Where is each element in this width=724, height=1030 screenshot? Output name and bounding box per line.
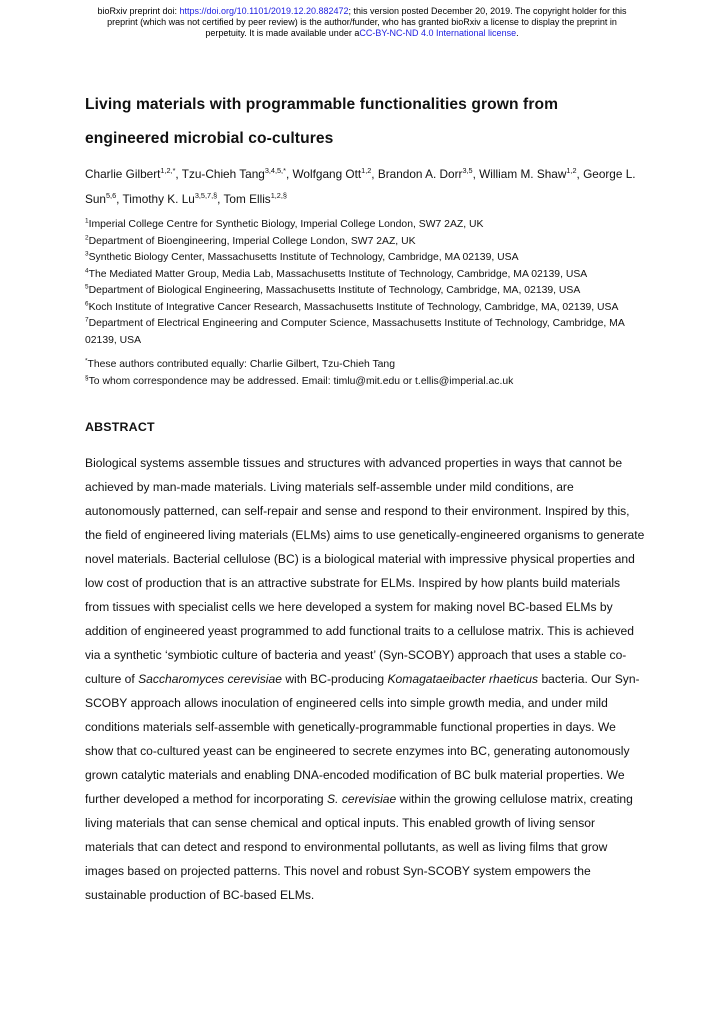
author-superscript: 1,2 xyxy=(566,166,577,176)
affiliation-list xyxy=(85,217,642,349)
text-segment: S. cerevisiae xyxy=(327,792,397,806)
page-title: Living materials with programmable functionalities grown from engineered microbial co-cultures xyxy=(85,96,559,147)
affiliation-superscript: 2 xyxy=(85,234,89,242)
affiliation-item: $^1$Imperial College Centre for Synthetic Biology, Imperial College London, SW7 2AZ, UK xyxy=(85,217,484,230)
text-segment: Komagataeibacter rhaeticus xyxy=(387,672,539,686)
affiliation-superscript: 4 xyxy=(85,267,89,275)
affiliation-superscript: 7 xyxy=(85,316,89,324)
author-superscript: 1,2 xyxy=(361,166,372,176)
author-name: Brandon A. Dorr xyxy=(377,167,463,181)
article-content xyxy=(85,88,645,907)
author-superscript: 3,5,7,§ xyxy=(194,191,218,201)
text-segment: with BC-producing xyxy=(281,672,388,686)
text-segment: perpetuity. It is made available under a xyxy=(205,28,360,38)
author-note: §To whom correspondence may be addressed. Email: timlu@mit.edu or t.ellis@imperial.ac.uk xyxy=(85,374,514,387)
text-segment: bioRxiv preprint doi: xyxy=(97,6,180,16)
document-page xyxy=(0,6,724,1030)
affiliation-item: $^7$Department of Electrical Engineering and Computer Science, Massachusetts Institute of Technology, Cambridge, MA 02139, USA xyxy=(85,316,625,346)
text-segment: Biological systems assemble tissues and structures with advanced properties in ways that cannot be achieved by man-made materials. Living materials self-assemble under mild conditions, are autonomously patterned, can self-repair and sense and respond to their environment. Inspired by this, the field of engineered living materials (ELMs) aims to use genetically-engineered organisms to generate novel materials. Bacterial cellulose (BC) is a biological material with impressive physical properties and low cost of production that is an attractive substrate for ELMs. Inspired by how plants build materials from tissues with specialist cells we here developed a system for making novel BC-based ELMs by addition of engineered yeast programmed to add functional traits to a cellulose matrix. This is achieved via a synthetic ‘symbiotic culture of bacteria and yeast’ (Syn-SCOBY) approach that uses a stable co-culture of xyxy=(85,456,645,686)
note-symbol: § xyxy=(85,374,89,382)
author-name: William M. Shaw xyxy=(479,167,567,181)
text-segment: bacteria. Our Syn-SCOBY approach allows inoculation of engineered cells into simple growth media, and under mild conditions materials self-assemble with genetically-programmable functional properties in days. We show that co-cultured yeast can be engineered to secrete enzymes into BC, generating autonomously grown catalytic materials and enabling DNA-encoded modification of BC bulk material properties. We further developed a method for incorporating xyxy=(85,672,640,806)
affiliation-superscript: 6 xyxy=(85,300,89,308)
author-name: Tzu-Chieh Tang xyxy=(181,167,265,181)
disclaimer-line xyxy=(17,28,707,39)
author-name: Timothy K. Lu xyxy=(122,192,195,206)
affiliation-item: $^5$Department of Biological Engineering, Massachusetts Institute of Technology, Cambridge, MA, 02139, USA xyxy=(85,283,581,296)
text-segment: preprint (which was not certified by peer review) is the author/funder, who has granted bioRxiv a license to display the preprint in xyxy=(107,17,617,27)
abstract-heading: ABSTRACT xyxy=(85,420,155,434)
author-superscript: 1,2,§ xyxy=(270,191,287,201)
doi-link[interactable]: https://doi.org/10.1101/2019.12.20.882472 xyxy=(179,6,349,16)
author-name: George L. Sun xyxy=(85,167,636,206)
author-superscript: 3,5 xyxy=(462,166,473,176)
author-notes xyxy=(85,357,642,390)
text-segment: ; this version posted December 20, 2019. The copyright holder for this xyxy=(348,6,627,16)
abstract-text xyxy=(85,451,645,907)
disclaimer-line xyxy=(17,17,707,28)
biorxiv-disclaimer xyxy=(17,6,707,39)
affiliation-item: $^2$Department of Bioengineering, Imperial College London, SW7 2AZ, UK xyxy=(85,234,416,247)
author-name: Charlie Gilbert xyxy=(85,167,161,181)
author-superscript: 5,6 xyxy=(106,191,117,201)
license-link[interactable]: CC-BY-NC-ND 4.0 International license xyxy=(359,28,517,38)
author-name: Tom Ellis xyxy=(223,192,271,206)
affiliation-item: $^6$Koch Institute of Integrative Cancer Research, Massachusetts Institute of Technology, Cambridge, MA, 02139, USA xyxy=(85,300,619,313)
text-segment: within the growing cellulose matrix, creating living materials that can sense chemical and optical inputs. This enabled growth of living sensor materials that can detect and respond to environmental pollutants, as well as living films that grow images based on projected patterns. This novel and robust Syn-SCOBY system empowers the sustainable production of BC-based ELMs. xyxy=(85,792,633,902)
affiliation-item: $^3$Synthetic Biology Center, Massachusetts Institute of Technology, Cambridge, MA 02139, USA xyxy=(85,250,519,263)
text-segment: Saccharomyces cerevisiae xyxy=(138,672,282,686)
author-name: Wolfgang Ott xyxy=(292,167,362,181)
disclaimer-line xyxy=(17,6,707,17)
affiliation-superscript: 5 xyxy=(85,283,89,291)
text-segment: . xyxy=(516,28,519,38)
author-note: *These authors contributed equally: Charlie Gilbert, Tzu-Chieh Tang xyxy=(85,357,395,370)
affiliation-superscript: 3 xyxy=(85,250,89,258)
note-symbol: * xyxy=(85,357,88,365)
affiliation-item: $^4$The Mediated Matter Group, Media Lab, Massachusetts Institute of Technology, Cambridge, MA 02139, USA xyxy=(85,267,588,280)
author-superscript: 3,4,5,* xyxy=(264,166,286,176)
author-list: Charlie Gilbert$^{1,2,*}$, Tzu-Chieh Tang$^{3,4,5,*}$, Wolfgang Ott$^{1,2}$, Brandon A. Dorr$^{3,5}$, William M. Shaw$^{1,2}$, George L. Sun$^{5,6}$, Timothy K. $Lu^{3,5,7,\S}$, Tom Ellis$^{1,2,\S}$ xyxy=(85,166,636,206)
author-superscript: 1,2,* xyxy=(160,166,176,176)
affiliation-superscript: 1 xyxy=(85,217,89,225)
